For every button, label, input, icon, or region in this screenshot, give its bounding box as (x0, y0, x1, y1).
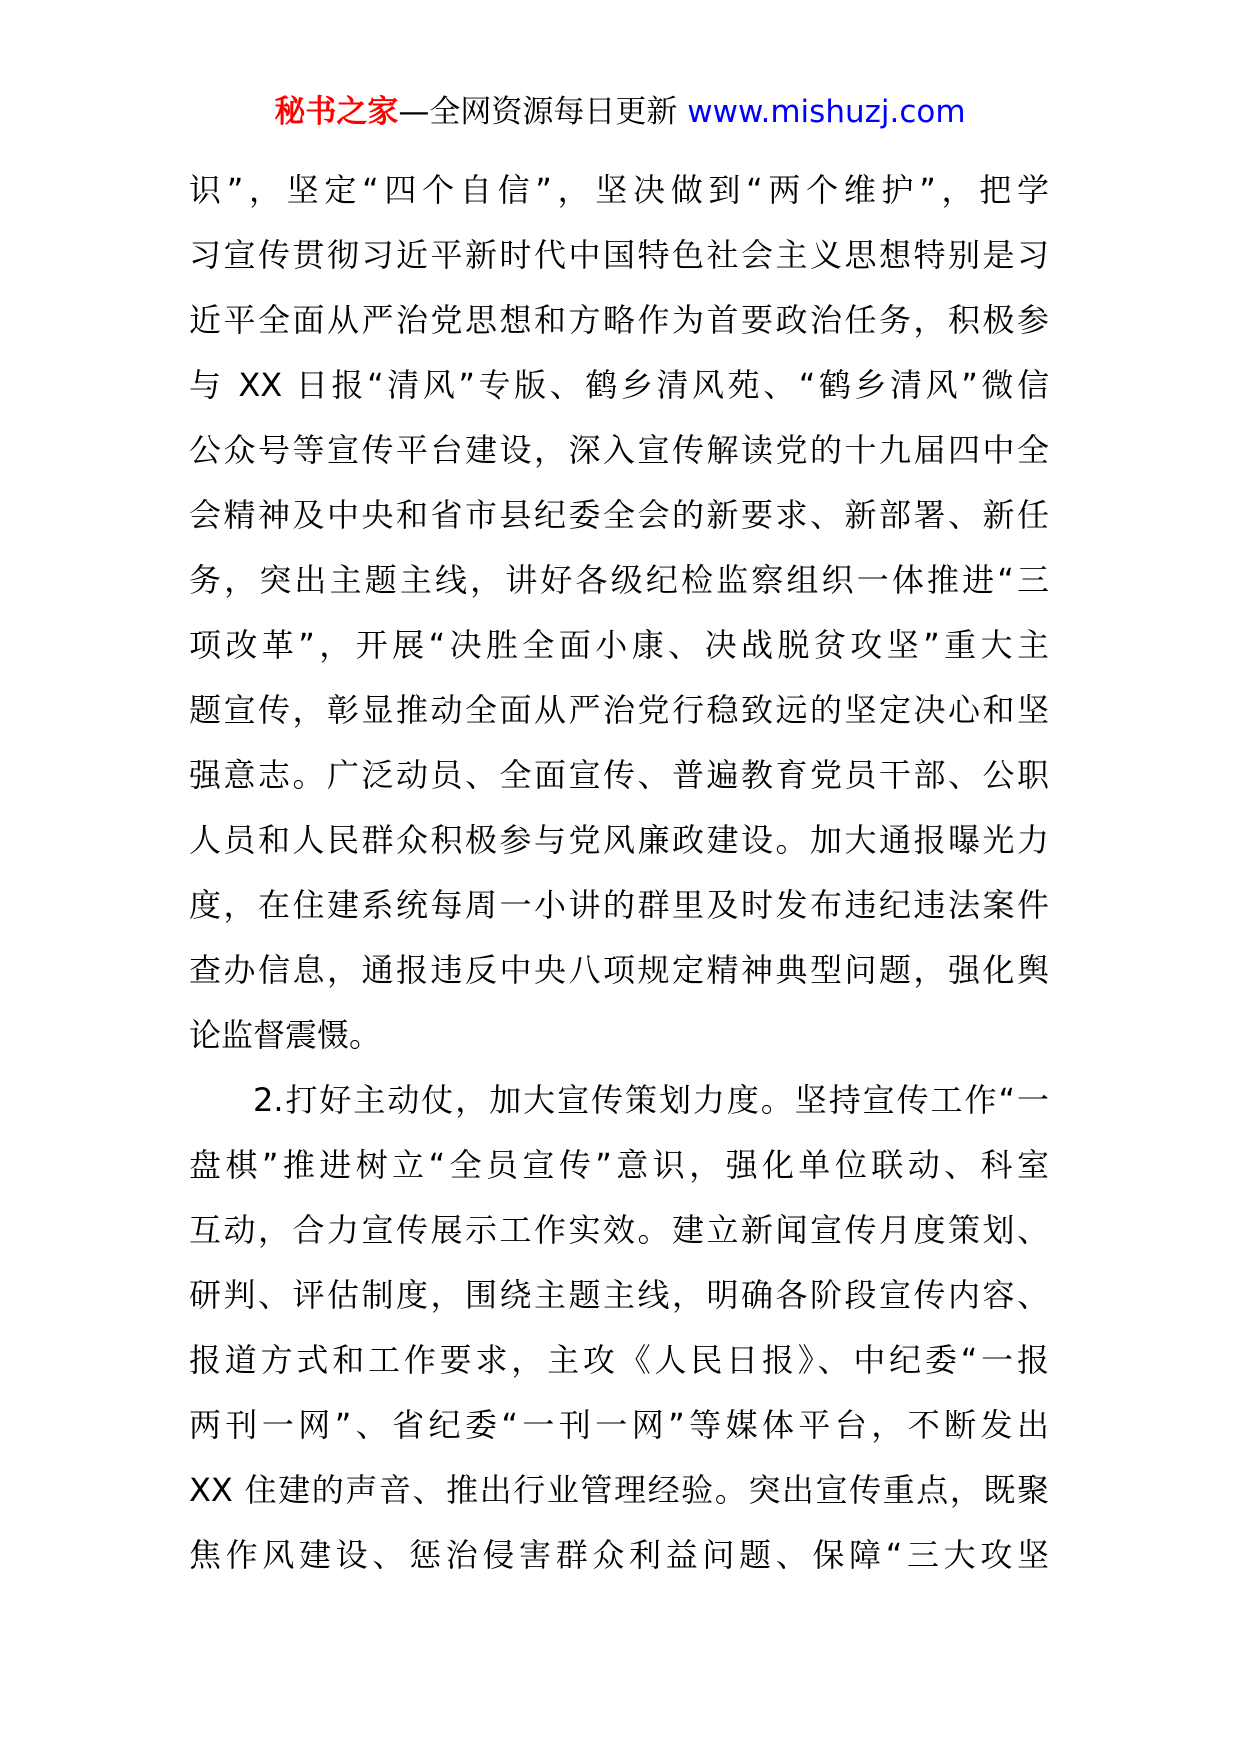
text-line: 查办信息，通报违反中央八项规定精神典型问题，强化舆 (189, 951, 1049, 989)
text-line: 与 XX 日报“清风”专版、鹤乡清风苑、“鹤乡清风”微信 (189, 366, 1049, 404)
text-line: 盘棋”推进树立“全员宣传”意识，强化单位联动、科室 (189, 1146, 1049, 1184)
text-line: 强意志。广泛动员、全面宣传、普遍教育党员干部、公职 (189, 756, 1049, 794)
paragraph-end-line: 论监督震慑。 (189, 1016, 382, 1054)
text-line: 度，在住建系统每周一小讲的群里及时发布违纪违法案件 (189, 886, 1049, 924)
text-line: 公众号等宣传平台建设，深入宣传解读党的十九届四中全 (189, 431, 1049, 469)
text-line: 焦作风建设、惩治侵害群众利益问题、保障“三大攻坚 (189, 1536, 1049, 1574)
site-brand: 秘书之家 (274, 94, 399, 130)
section-heading-line: 2.打好主动仗，加大宣传策划力度。坚持宣传工作“一 (253, 1081, 1049, 1119)
site-tagline: —全网资源每日更新 (398, 94, 688, 130)
text-line: XX 住建的声音、推出行业管理经验。突出宣传重点，既聚 (189, 1471, 1049, 1509)
site-header (0, 92, 1240, 132)
text-line: 人员和人民群众积极参与党风廉政建设。加大通报曝光力 (189, 821, 1049, 859)
text-line: 题宣传，彰显推动全面从严治党行稳致远的坚定决心和坚 (189, 691, 1049, 729)
text-line: 互动，合力宣传展示工作实效。建立新闻宣传月度策划、 (189, 1211, 1049, 1249)
text-line: 项改革”，开展“决胜全面小康、决战脱贫攻坚”重大主 (189, 626, 1049, 664)
text-line: 报道方式和工作要求，主攻《人民日报》、中纪委“一报 (189, 1341, 1049, 1379)
text-line: 近平全面从严治党思想和方略作为首要政治任务，积极参 (189, 301, 1049, 339)
text-line: 识”，坚定“四个自信”，坚决做到“两个维护”，把学 (189, 171, 1049, 209)
text-line: 两刊一网”、省纪委“一刊一网”等媒体平台，不断发出 (189, 1406, 1049, 1444)
text-line: 习宣传贯彻习近平新时代中国特色社会主义思想特别是习 (189, 236, 1049, 274)
text-line: 会精神及中央和省市县纪委全会的新要求、新部署、新任 (189, 496, 1049, 534)
text-line: 务，突出主题主线，讲好各级纪检监察组织一体推进“三 (189, 561, 1049, 599)
document-body (189, 158, 1049, 1588)
text-line: 研判、评估制度，围绕主题主线，明确各阶段宣传内容、 (189, 1276, 1049, 1314)
site-url-link[interactable]: www.mishuzj.com (687, 94, 966, 130)
